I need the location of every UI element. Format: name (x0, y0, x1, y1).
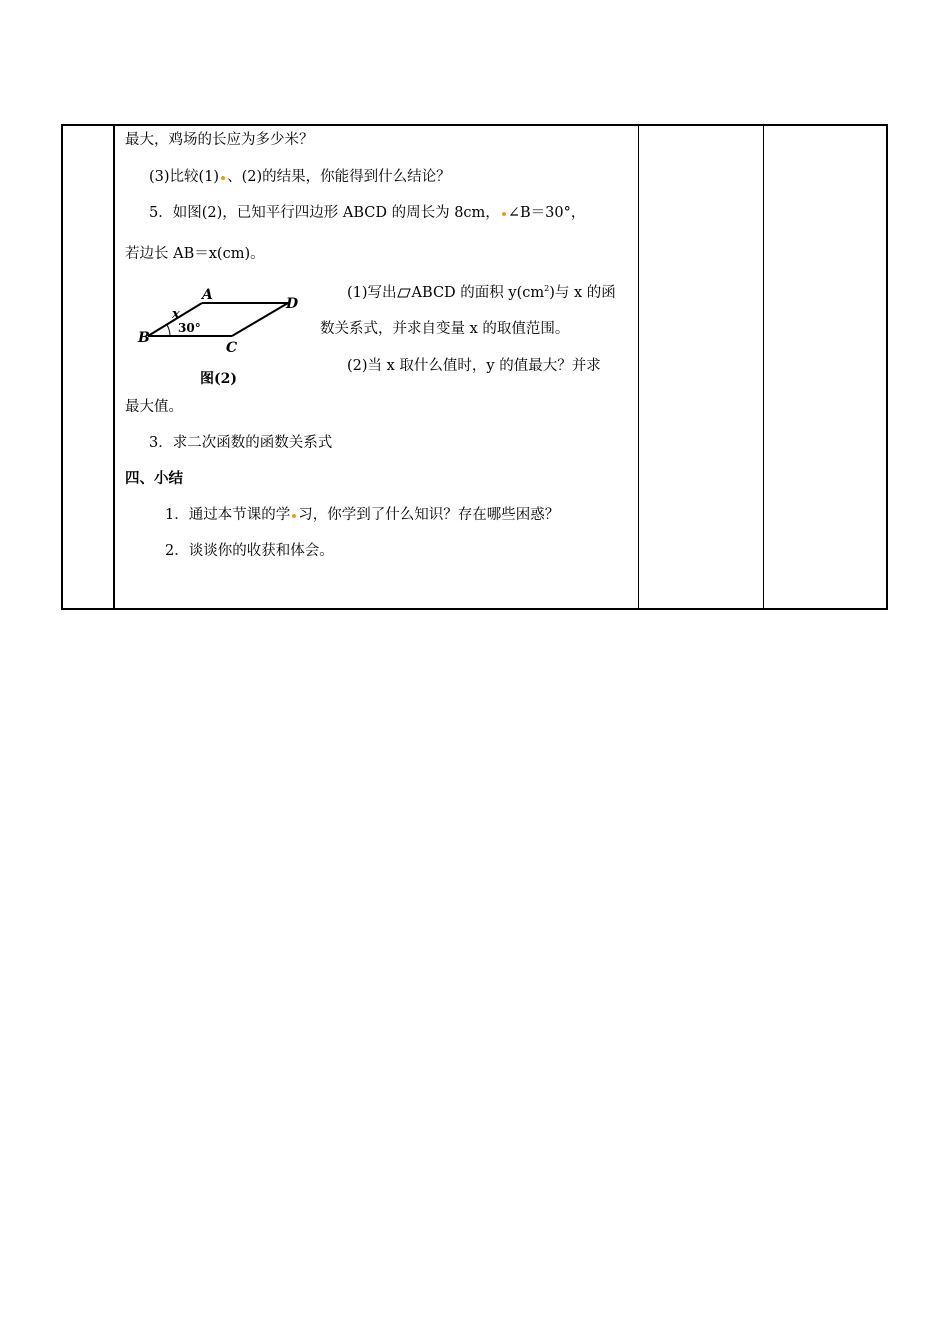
mark-dot (221, 176, 225, 180)
mark-dot (502, 212, 506, 216)
text-line: (3)比较(1) 、(2)的结果，你能得到什么结论？ (149, 169, 451, 185)
angle-label: 30° (178, 321, 201, 335)
text-line: 最大值。 (125, 399, 183, 415)
figure-caption: 图(2) (200, 371, 237, 387)
mark-dot (292, 514, 296, 518)
section-heading: 四、小结 (125, 471, 183, 487)
text-line: 5．如图(2)，已知平行四边形 ABCD 的周长为 8cm， ∠B＝30°， (149, 205, 586, 221)
column-divider (638, 126, 639, 608)
question-2: (2)当 x 取什么值时，y 的值最大？并求 (347, 358, 601, 374)
vertex-label-d: D (286, 296, 299, 312)
vertex-label-c: C (226, 340, 238, 356)
text-line: 3．求二次函数的函数关系式 (149, 435, 333, 451)
vertex-label-a: A (202, 287, 213, 303)
parallelogram-icon (397, 288, 411, 298)
text-line: 1．通过本节课的学 习，你学到了什么知识？存在哪些困惑？ (165, 507, 560, 523)
vertex-label-b: B (138, 330, 150, 346)
text-line: 若边长 AB＝x(cm)。 (125, 246, 265, 262)
column-divider (113, 126, 115, 608)
column-divider (763, 126, 764, 608)
text-line: 最大，鸡场的长应为多少米？ (125, 132, 314, 148)
lesson-table (61, 124, 888, 610)
text-line: 2．谈谈你的收获和体会。 (165, 543, 334, 559)
question-1: (1)写出 ABCD 的面积 $y(cm^2)$与 x 的函 (347, 284, 616, 301)
text-line: 数关系式，并求自变量 x 的取值范围。 (320, 321, 570, 337)
parallelogram-drawing (136, 286, 306, 356)
side-label-x: x (172, 307, 180, 322)
content-cell (123, 126, 635, 608)
